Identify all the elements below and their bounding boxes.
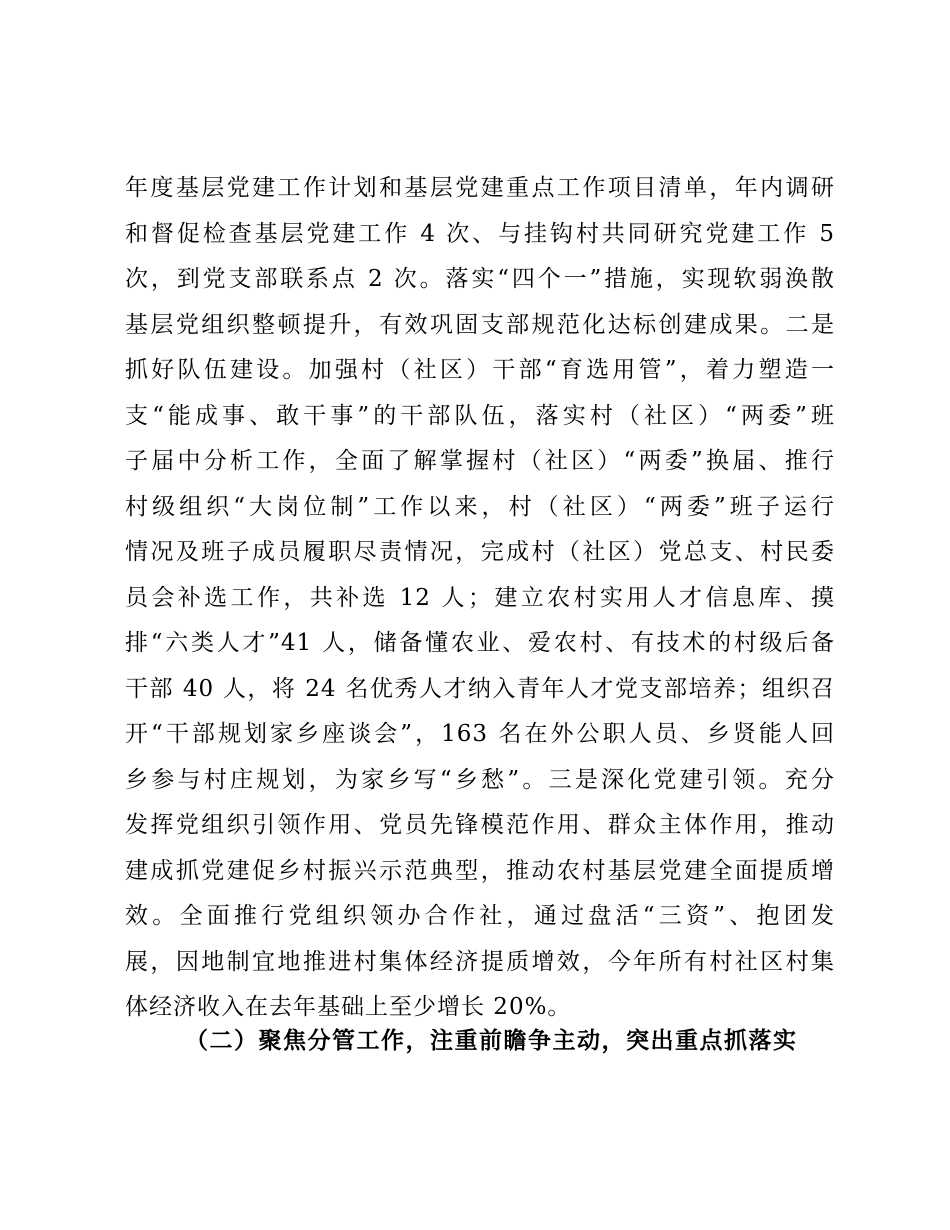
body-line-15: 发挥党组织引领作用、党员先锋模范作用、群众主体作用，推动 — [125, 812, 835, 838]
body-line-11: 排“六类人才”41 人，储备懂农业、爱农村、有技术的村级后备 — [125, 630, 835, 656]
body-line-16: 建成抓党建促乡村振兴示范典型，推动农村基层党建全面提质增 — [125, 857, 835, 884]
body-line-6: 支“能成事、敢干事”的干部队伍，落实村（社区）“两委”班 — [125, 402, 835, 429]
body-line-7: 子届中分析工作，全面了解掌握村（社区）“两委”换届、推行 — [125, 448, 835, 474]
body-line-4: 基层党组织整顿提升，有效巩固支部规范化达标创建成果。二是 — [125, 311, 835, 338]
body-line-13: 开“干部规划家乡座谈会”，163 名在外公职人员、乡贤能人回 — [125, 721, 835, 747]
body-line-18: 展，因地制宜地推进村集体经济提质增效，今年所有村社区村集 — [125, 948, 835, 975]
body-line-12: 干部 40 人，将 24 名优秀人才纳入青年人才党支部培养；组织召 — [125, 675, 835, 702]
body-line-5: 抓好队伍建设。加强村（社区）干部“育选用管”，着力塑造一 — [125, 357, 835, 383]
body-line-1: 年度基层党建工作计划和基层党建重点工作项目清单，年内调研 — [125, 175, 835, 201]
body-line-10: 员会补选工作，共补选 12 人；建立农村实用人才信息库、摸 — [125, 584, 835, 611]
body-line-14: 乡参与村庄规划，为家乡写“乡愁”。三是深化党建引领。充分 — [125, 766, 835, 793]
body-line-17: 效。全面推行党组织领办合作社，通过盘活“三资”、抱团发 — [125, 903, 835, 929]
section-heading: （二）聚焦分管工作，注重前瞻争主动，突出重点抓落实 — [185, 1027, 798, 1054]
body-line-9: 情况及班子成员履职尽责情况，完成村（社区）党总支、村民委 — [125, 539, 835, 565]
body-line-19: 体经济收入在去年基础上至少增长 20%。 — [125, 994, 572, 1020]
body-paragraph — [125, 166, 835, 1031]
body-line-8: 村级组织“大岗位制”工作以来，村（社区）“两委”班子运行 — [125, 493, 835, 520]
body-line-3: 次，到党支部联系点 2 次。落实“四个一”措施，实现软弱涣散 — [125, 266, 835, 292]
body-line-2: 和督促检查基层党建工作 4 次、与挂钩村共同研究党建工作 5 — [125, 220, 835, 247]
